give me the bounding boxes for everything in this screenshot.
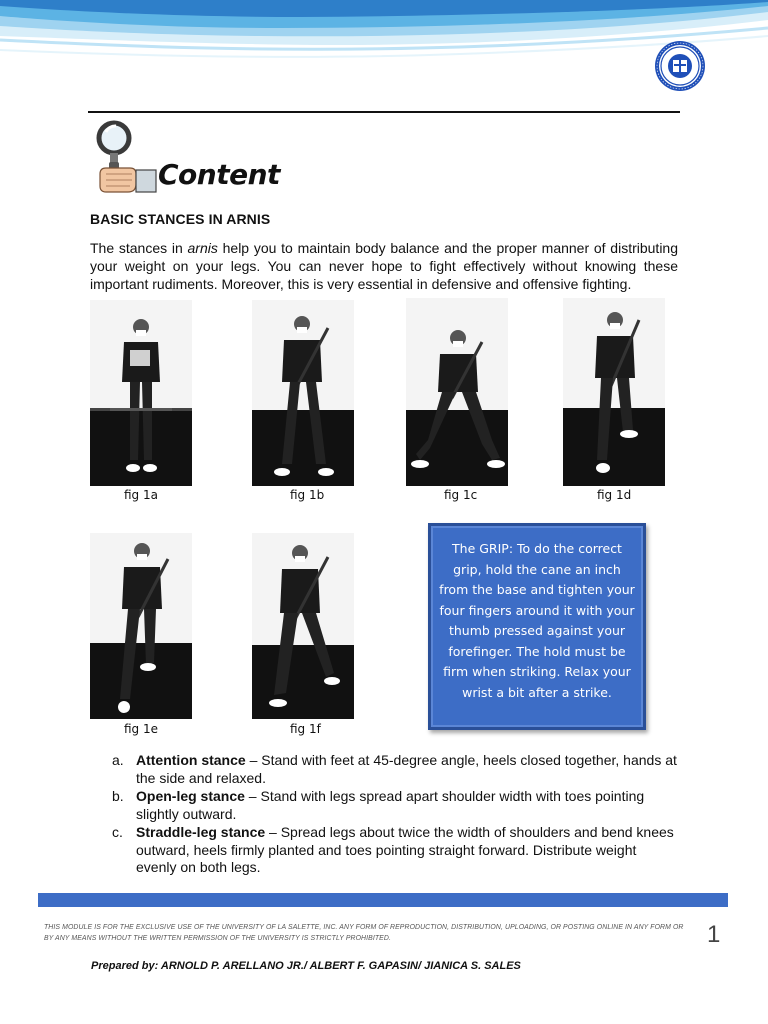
stance-photo-1b [252,300,354,486]
stance-description: – Stand with legs spread apart shoulder width with toes pointing slightly outward. [136,788,645,822]
grip-note-box: The GRIP: To do the correct grip, hold the cane an inch from the base and tighten your four fingers around it with your thumb pressed against your forefinger. The hold must be firm when striking. Relax your wrist a bit after a strike. [428,523,646,730]
stance-photo-1a [90,300,192,486]
stance-term: Open-leg stance [136,788,245,804]
page-number: 1 [707,921,721,948]
university-seal-icon [654,40,706,92]
list-item [112,788,678,823]
fig-label-1f: fig 1f [290,722,321,736]
intro-paragraph: The stances in arnis help you to maintain body balance and the proper manner of distributing your weight on your legs. You can never hope to fight effectively without knowing these important rudiments. Moreover, this is very essential in defensive and offensive fighting. [90,240,678,292]
stance-description: – Spread legs about twice the width of shoulders and bend knees outward, heels firmly planted and toes pointing straight forward. Distribute weight evenly on both legs. [136,824,674,875]
stance-photo-1f [252,533,354,719]
fig-label-1b: fig 1b [290,488,325,502]
fig-label-1d: fig 1d [597,488,632,502]
stance-list [112,752,678,878]
header-wave-banner [0,0,768,70]
stance-term: Attention stance [136,752,246,768]
stance-photo-1e [90,533,192,719]
list-item [112,824,678,877]
list-item [112,752,678,787]
fig-label-1a: fig 1a [124,488,158,502]
footer-bar [38,893,728,907]
list-marker: a. [112,752,124,768]
magnifying-glass-icon [96,118,158,198]
list-marker: c. [112,824,123,840]
content-title: Content [158,158,280,191]
stance-photo-1c [406,298,508,486]
fig-label-1e: fig 1e [124,722,159,736]
stance-description: – Stand with feet at 45-degree angle, heels closed together, hands at the side and relaxed. [136,752,677,786]
section-heading: BASIC STANCES IN ARNIS [90,211,271,227]
header-divider [88,111,680,113]
list-marker: b. [112,788,124,804]
stance-photo-1d [563,298,665,486]
prepared-by: Prepared by: ARNOLD P. ARELLANO JR./ ALBERT F. GAPASIN/ JIANICA S. SALES [91,960,521,972]
stance-term: Straddle-leg stance [136,824,266,840]
copyright-disclaimer: THIS MODULE IS FOR THE EXCLUSIVE USE OF THE UNIVERSITY OF LA SALETTE, INC. ANY FORM OF REPRODUCTION, DISTRIBUTION, UPLOADING, OR POSTING ONLINE IN ANY FORM OR BY ANY MEANS WITHOUT THE WRITTEN PERMISSION OF THE UNIVERSITY IS STRICTLY PROHIBITED. [44,924,684,942]
fig-label-1c: fig 1c [444,488,478,502]
